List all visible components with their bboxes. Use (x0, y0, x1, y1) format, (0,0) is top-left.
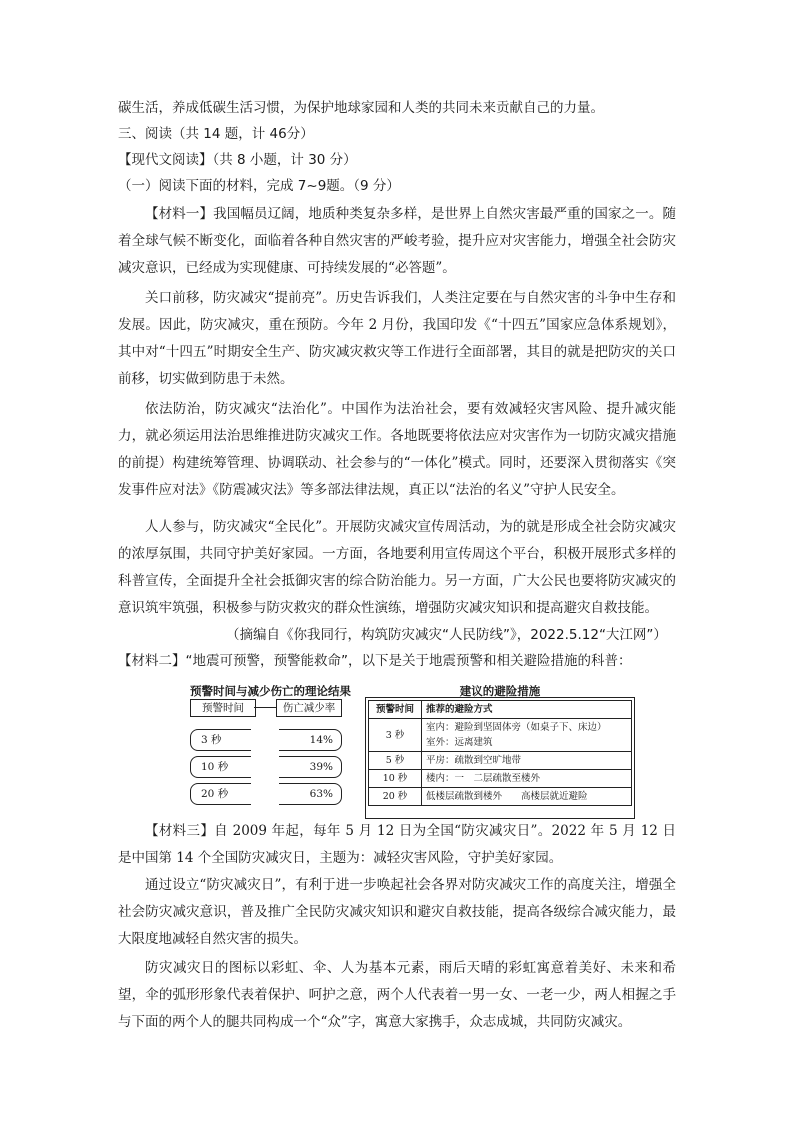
material3-paragraph-2: 通过设立“防灾减灾日”，有利于进一步唤起社会各界对防灾减灾工作的高度关注，增强全社会防灾减灾意识，普及推广全民防灾减灾知识和避灾自救技能，提高各级综合减灾能力，最大限度地减轻自然灾害的损失。 (118, 877, 676, 947)
material3-paragraph-1: 【材料三】自 2009 年起，每年 5 月 12 日为全国“防灾减灾日”。2022 年 5 月 12 日是中国第 14 个全国防灾减灾日，主题为：减轻灾害风险，守护美好家园。 (118, 823, 676, 866)
intro-line-continuation: 碳生活，养成低碳生活习惯，为保护地球家园和人类的共同未来贡献自己的力量。 (118, 100, 604, 116)
table-cell-time: 5 秒 (369, 752, 422, 770)
figure1-title: 预警时间与减少伤亡的理论结果 (190, 684, 351, 698)
figure1-row-rate: 14% (309, 734, 333, 746)
table-cell-time: 10 秒 (369, 770, 422, 788)
table-cell-time: 20 秒 (369, 788, 422, 806)
figure1-row-rate: 63% (309, 788, 333, 800)
figure1-header-rate: 伤亡减少率 (276, 699, 342, 717)
material2-intro: 【材料二】“地震可预警，预警能救命”，以下是关于地震预警和相关避险措施的科普： (118, 653, 632, 669)
question-instruction: （一）阅读下面的材料，完成 7~9题。（9 分） (118, 178, 400, 194)
table-header-time: 预警时间 (369, 701, 422, 719)
material1-paragraph-3: 依法防治，防灾减灾“法治化”。中国作为法治社会，要有效减轻灾害风险、提升减灾能力，就必须运用法治思维推进防灾减灾工作。各地既要将依法应对灾害作为一切防灾减灾措施的前提）构建统筹管理、协调联动、社会参与的“一体化”模式。同时，还要深入贯彻落实《突发事件应对法》《防震减灾法》等多部法律法规，真正以“法治的名义”守护人民安全。 (118, 401, 676, 498)
figure1-row-time: 20 秒 (201, 788, 229, 800)
figure1-row-time: 3 秒 (201, 734, 222, 746)
method-line: 室外：远离建筑 (426, 737, 493, 748)
table-header-method: 推荐的避险方式 (422, 701, 632, 719)
avoidance-measures-table (368, 700, 632, 806)
table-cell-method: 平房：疏散到空旷地带 (422, 752, 632, 770)
figure1-connector (254, 707, 276, 708)
table-row (369, 752, 632, 770)
table-row (369, 788, 632, 806)
figure1-center-gap (251, 727, 279, 809)
figure2-title: 建议的避险措施 (459, 684, 541, 698)
table-cell-time: 3 秒 (369, 719, 422, 752)
figure1-header-time: 预警时间 (190, 699, 256, 717)
material1-paragraph-2: 关口前移，防灾减灾“提前亮”。历史告诉我们，人类注定要在与自然灾害的斗争中生存和发展。因此，防灾减灾，重在预防。今年 2 月份，我国印发《“十四五”国家应急体系规划》，其中对“十四五”时期安全生产、防灾减灾救灾等工作进行全面部署，其目的就是把防灾的关口前移，切实做到防患于未然。 (118, 290, 676, 387)
figure1-row-rate: 39% (309, 761, 333, 773)
method-line: 室内：避险到坚固体旁（如桌子下、床边） (426, 722, 607, 733)
subsection-heading: 【现代文阅读】（共 8 小题，计 30 分） (118, 152, 357, 168)
material1-paragraph-1: 【材料一】我国幅员辽阔，地质种类复杂多样，是世界上自然灾害最严重的国家之一。随着全球气候不断变化，面临着各种自然灾害的严峻考验，提升应对灾害能力，增强全社会防灾减灾意识，已经成为实现健康、可持续发展的“必答题”。 (118, 206, 676, 276)
table-row (369, 719, 632, 752)
figure1-row-time: 10 秒 (201, 761, 229, 773)
section-heading: 三、阅读（共 14 题，计 46分） (118, 126, 314, 142)
table-header-row (369, 701, 632, 719)
material1-paragraph-4: 人人参与，防灾减灾“全民化”。开展防灾减灾宣传周活动，为的就是形成全社会防灾减灾的浓厚氛围，共同守护美好家园。一方面，各地要利用宣传周这个平台，积极开展形式多样的科普宣传，全面提升全社会抵御灾害的综合防治能力。另一方面，广大公民也要将防灾减灾的意识筑牢筑强，积极参与防灾救灾的群众性演练，增强防灾减灾知识和提高避灾自救技能。 (118, 519, 676, 616)
table-row (369, 770, 632, 788)
material1-source: （摘编自《你我同行，构筑防灾减灾“人民防线”》，2022.5.12“大江网”） (226, 627, 667, 643)
table-cell-method (422, 719, 632, 752)
warning-time-figure (186, 683, 351, 803)
material3-paragraph-3: 防灾减灾日的图标以彩虹、伞、人为基本元素，雨后天晴的彩虹寓意着美好、未来和希望，伞的弧形形象代表着保护、呵护之意，两个人代表着一男一女、一老一少，两人相握之手与下面的两个人的腿共同构成一个“众”字，寓意大家携手，众志成城，共同防灾减灾。 (118, 960, 676, 1030)
table-cell-method: 楼内：一 二层疏散至楼外 (422, 770, 632, 788)
table-cell-method: 低楼层疏散到楼外 高楼层就近避险 (422, 788, 632, 806)
